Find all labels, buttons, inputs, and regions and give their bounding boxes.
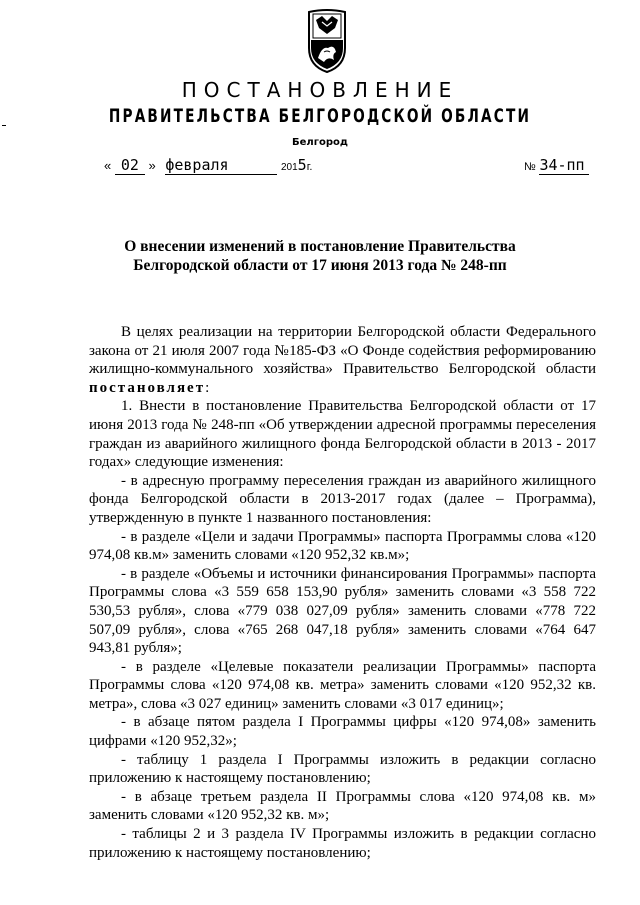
resolves-punctuation: :: [205, 379, 210, 396]
number-value: 34-пп: [539, 156, 589, 175]
date-year-suffix: г.: [306, 161, 313, 173]
coat-of-arms-icon: [304, 8, 350, 74]
document-type-title: ПОСТАНОВЛЕНИЕ: [181, 78, 459, 102]
paragraph-9: - таблицы 2 и 3 раздела IV Программы изложить в редакции согласно приложению к настоящему постановлению;: [89, 826, 596, 861]
date-quote-close: »: [148, 158, 156, 173]
scan-margin-mark: [2, 125, 6, 126]
paragraph-5: - в разделе «Целевые показатели реализации Программы» паспорта Программы слова «120 974,08 кв. метра» заменить словами «120 952,32 кв. метра», слова «3 027 единиц» заменить словами «3 017 единиц»;: [89, 658, 596, 712]
date-year-prefix: 201: [280, 162, 298, 173]
paragraph-6: - в абзаце пятом раздела I Программы цифры «120 974,08» заменить цифрами «120 952,32»;: [89, 714, 596, 750]
date-year-digit: 5: [297, 156, 307, 174]
subject-line-2: Белгородской области от 17 июня 2013 года № 248-пп: [133, 257, 507, 274]
city-label: Белгород: [292, 137, 348, 148]
paragraph-7: - таблицу 1 раздела I Программы изложить в редакции согласно приложению к настоящему постановлению;: [89, 751, 596, 787]
paragraph-3: - в разделе «Цели и задачи Программы» паспорта Программы слова «120 974,08 кв.м» заменить словами «120 952,32 кв.м»;: [89, 528, 596, 564]
paragraph-8: - в абзаце третьем раздела II Программы слова «120 974,08 кв. м» заменить словами «120 952,32 кв. м»;: [89, 788, 596, 824]
paragraph-4: - в разделе «Объемы и источники финансирования Программы» паспорта Программы слова «3 559 658 153,90 рубля» заменить словами «3 558 722 530,53 рубля», слова «779 038 027,09 рубля» заменить словами «778 722 507,09 рубля», слова «765 268 047,18 рубля» заменить словами «764 647 943,81 рубля»;: [89, 565, 596, 657]
date-quote-open: «: [104, 158, 112, 173]
document-body: [89, 323, 596, 862]
date-month: февраля: [165, 156, 277, 175]
document-date: [104, 156, 312, 175]
resolves-word: постановляет: [89, 379, 206, 396]
paragraph-2: - в адресную программу переселения граждан из аварийного жилищного фонда Белгородской области в 2013-2017 годах (далее – Программа), утвержденную в пункте 1 названного постановления:: [89, 472, 596, 526]
intro-paragraph: [89, 323, 596, 397]
date-day: 02: [115, 156, 145, 175]
intro-text: В целях реализации на территории Белгородской области Федерального закона от 21 июля 2007 года №185-ФЗ «О Фонде содействия реформированию жилищно-коммунального хозяйства» Правительство Белгородской области: [89, 324, 596, 378]
subject-line-1: О внесении изменений в постановление Правительства: [124, 238, 516, 255]
document-number: [524, 156, 589, 175]
paragraph-1: 1. Внести в постановление Правительства Белгородской области от 17 июня 2013 года № 248-пп «Об утверждении адресной программы переселения граждан из аварийного жилищного фонда Белгородской области в 2013 - 2017 годах» следующие изменения:: [89, 398, 596, 471]
number-label: №: [524, 161, 536, 173]
issuer-title: ПРАВИТЕЛЬСТВА БЕЛГОРОДСКОЙ ОБЛАСТИ: [108, 105, 532, 127]
document-subject: [80, 237, 560, 275]
